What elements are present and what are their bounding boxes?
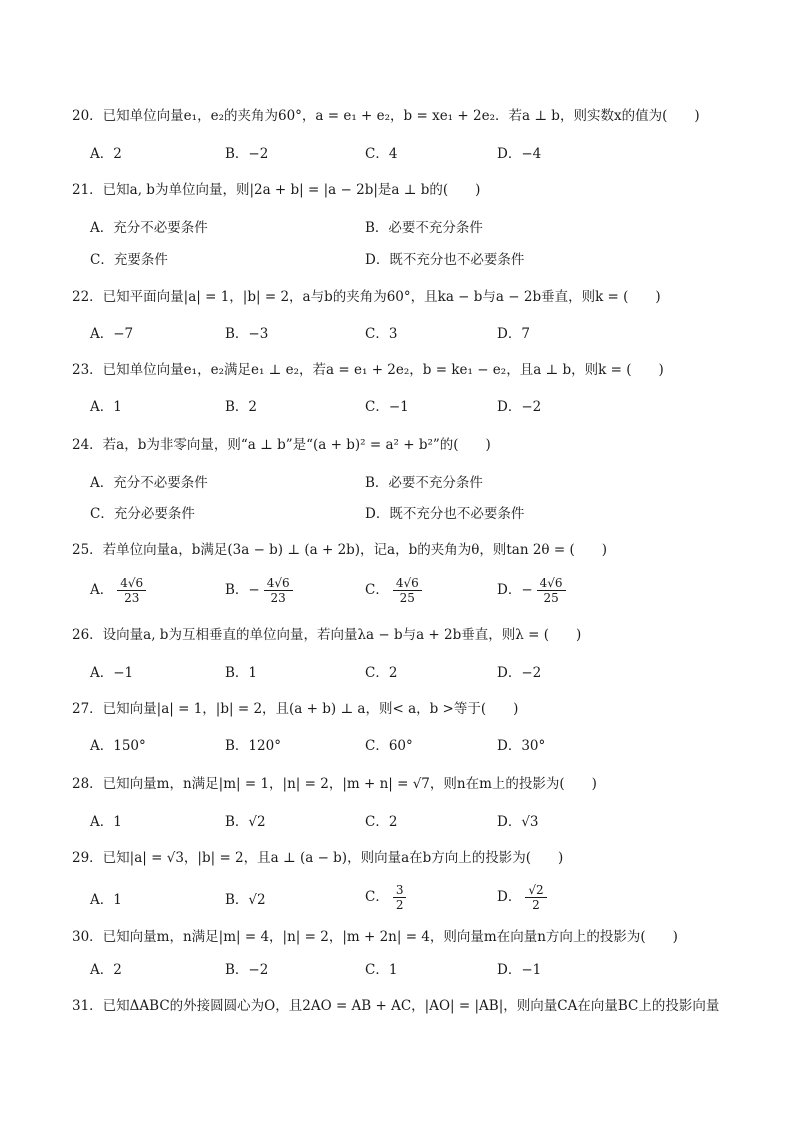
fraction-numerator: 4√6 [537, 576, 566, 591]
fraction [525, 883, 546, 912]
q28-option-d: D．√3 [497, 814, 539, 830]
fraction-numerator: 4√6 [117, 576, 146, 591]
q20-option-b: B．−2 [225, 146, 269, 162]
q26-option-a: A．−1 [90, 665, 134, 681]
option-prefix: B． [225, 582, 249, 598]
q21-option-a: A．充分不必要条件 [90, 220, 208, 236]
fraction-numerator: 3 [393, 883, 407, 898]
q22-option-c: C．3 [365, 326, 398, 342]
q24-option-a: A．充分不必要条件 [90, 475, 208, 491]
question-26-stem: 26．设向量a, b为互相垂直的单位向量，若向量λa − b与a + 2b垂直，则λ = ( ) [72, 627, 582, 643]
q21-option-c: C．充要条件 [90, 252, 168, 268]
q30-option-c: C．1 [365, 962, 398, 978]
q23-option-b: B．2 [225, 399, 258, 415]
q28-option-c: C．2 [365, 814, 398, 830]
q29-option-d [497, 883, 547, 912]
fraction-denominator: 25 [399, 591, 415, 605]
option-sign: − [248, 582, 260, 598]
question-20-stem: 20．已知单位向量e₁，e₂的夹角为60°，a = e₁ + e₂，b = xe₁ + 2e₂．若a ⊥ b，则实数x的值为( ) [72, 108, 700, 124]
q26-option-b: B．1 [225, 665, 258, 681]
question-23-stem: 23．已知单位向量e₁，e₂满足e₁ ⊥ e₂，若a = e₁ + 2e₂，b = ke₁ − e₂，且a ⊥ b，则k = ( ) [72, 362, 664, 378]
q29-option-c [365, 883, 406, 912]
q30-option-d: D．−1 [497, 962, 542, 978]
fraction [264, 576, 293, 605]
fraction-denominator: 2 [532, 898, 540, 912]
option-prefix: D． [497, 889, 522, 905]
option-text: √2 [248, 892, 266, 908]
q24-option-b: B．必要不充分条件 [365, 475, 483, 491]
q24-option-c: C．充分必要条件 [90, 506, 195, 522]
option-prefix: A． [90, 892, 114, 908]
q26-option-d: D．−2 [497, 665, 542, 681]
fraction-denominator: 25 [543, 591, 559, 605]
question-30-stem: 30．已知向量m，n满足|m| = 4，|n| = 2，|m + 2n| = 4，则向量m在向量n方向上的投影为( ) [72, 929, 678, 945]
q30-option-b: B．−2 [225, 962, 269, 978]
question-28-stem: 28．已知向量m，n满足|m| = 1，|n| = 2，|m + n| = √7，则n在m上的投影为( ) [72, 776, 597, 792]
option-prefix: D． [497, 582, 522, 598]
q27-option-b: B．120° [225, 738, 281, 754]
q20-option-c: C．4 [365, 146, 398, 162]
question-21-stem: 21．已知a, b为单位向量，则|2a + b| = |a − 2b|是a ⊥ b的( ) [72, 182, 481, 198]
option-text: 1 [113, 892, 122, 908]
q24-option-d: D．既不充分也不必要条件 [365, 506, 525, 522]
q25-option-a [90, 576, 146, 605]
q23-option-a: A．1 [90, 399, 122, 415]
q25-option-b [225, 576, 293, 605]
fraction [537, 576, 566, 605]
option-prefix: C． [365, 582, 389, 598]
q21-option-b: B．必要不充分条件 [365, 220, 483, 236]
fraction [393, 883, 407, 912]
fraction-numerator: 4√6 [264, 576, 293, 591]
q20-option-a: A．2 [90, 146, 122, 162]
fraction [117, 576, 146, 605]
option-prefix: B． [225, 892, 249, 908]
option-prefix: A． [90, 582, 114, 598]
q26-option-c: C．2 [365, 665, 398, 681]
q30-option-a: A．2 [90, 962, 122, 978]
question-31-stem: 31．已知ΔABC的外接圆圆心为O，且2AO = AB + AC，|AO| = |AB|，则向量CA在向量BC上的投影向量 [72, 998, 720, 1014]
q22-option-a: A．−7 [90, 326, 134, 342]
q28-option-b: B．√2 [225, 814, 266, 830]
option-prefix: C． [365, 889, 389, 905]
fraction-denominator: 23 [270, 591, 286, 605]
q27-option-a: A．150° [90, 738, 146, 754]
q22-option-b: B．−3 [225, 326, 269, 342]
fraction-denominator: 2 [395, 898, 404, 912]
fraction-denominator: 23 [124, 591, 140, 605]
question-24-stem: 24．若a，b为非零向量，则“a ⊥ b”是“(a + b)² = a² + b²”的( ) [72, 437, 491, 453]
q27-option-d: D．30° [497, 738, 546, 754]
question-25-stem: 25．若单位向量a，b满足(3a − b) ⊥ (a + 2b)，记a，b的夹角为θ，则tan 2θ = ( ) [72, 542, 607, 558]
q23-option-c: C．−1 [365, 399, 409, 415]
q29-option-b [225, 891, 266, 909]
fraction-numerator: 4√6 [393, 576, 422, 591]
option-sign: − [521, 582, 533, 598]
q21-option-d: D．既不充分也不必要条件 [365, 252, 525, 268]
fraction-numerator: √2 [525, 883, 546, 898]
q20-option-d: D．−4 [497, 146, 542, 162]
fraction [393, 576, 422, 605]
question-22-stem: 22．已知平面向量|a| = 1，|b| = 2，a与b的夹角为60°，且ka − b与a − 2b垂直，则k = ( ) [72, 289, 661, 305]
q23-option-d: D．−2 [497, 399, 542, 415]
q27-option-c: C．60° [365, 738, 413, 754]
question-27-stem: 27．已知向量|a| = 1，|b| = 2，且(a + b) ⊥ a，则< a，b >等于( ) [72, 701, 519, 717]
q28-option-a: A．1 [90, 814, 122, 830]
q25-option-c [365, 576, 422, 605]
q22-option-d: D．7 [497, 326, 530, 342]
q29-option-a [90, 891, 122, 909]
question-29-stem: 29．已知|a| = √3，|b| = 2，且a ⊥ (a − b)，则向量a在b方向上的投影为( ) [72, 850, 564, 866]
q25-option-d [497, 576, 566, 605]
